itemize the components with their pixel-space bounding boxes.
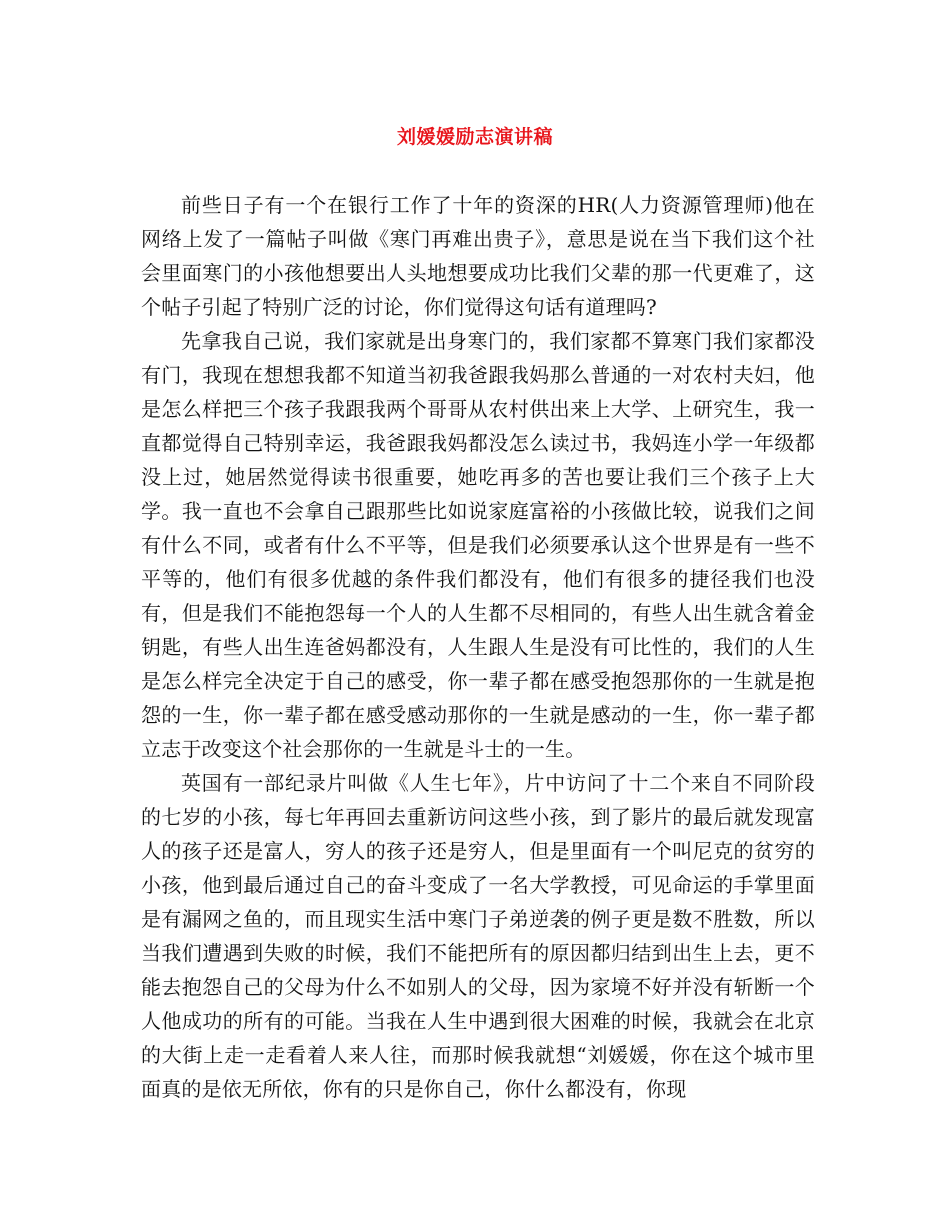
document-body	[141, 188, 815, 1106]
paragraph-3: 英国有一部纪录片叫做《人生七年》，片中访问了十二个来自不同阶段的七岁的小孩，每七年再回去重新访问这些小孩，到了影片的最后就发现富人的孩子还是富人，穷人的孩子还是穷人，但是里面有一个叫尼克的贫穷的小孩，他到最后通过自己的奋斗变成了一名大学教授，可见命运的手掌里面是有漏网之鱼的，而且现实生活中寒门子弟逆袭的例子更是数不胜数，所以当我们遭遇到失败的时候，我们不能把所有的原因都归结到出生上去，更不能去抱怨自己的父母为什么不如别人的父母，因为家境不好并没有斩断一个人他成功的所有的可能。当我在人生中遇到很大困难的时候，我就会在北京的大街上走一走看着人来人往，而那时候我就想“刘媛媛，你在这个城市里面真的是依无所依，你有的只是你自己，你什么都没有，你现	[141, 771, 815, 1101]
document-title: 刘媛媛励志演讲稿	[396, 126, 553, 148]
paragraph-2: 先拿我自己说，我们家就是出身寒门的，我们家都不算寒门我们家都没有门，我现在想想我都不知道当初我爸跟我妈那么普通的一对农村夫妇，他是怎么样把三个孩子我跟我两个哥哥从农村供出来上大学、上研究生，我一直都觉得自己特别幸运，我爸跟我妈都没怎么读过书，我妈连小学一年级都没上过，她居然觉得读书很重要，她吃再多的苦也要让我们三个孩子上大学。我一直也不会拿自己跟那些比如说家庭富裕的小孩做比较，说我们之间有什么不同，或者有什么不平等，但是我们必须要承认这个世界是有一些不平等的，他们有很多优越的条件我们都没有，他们有很多的捷径我们也没有，但是我们不能抱怨每一个人的人生都不尽相同的，有些人出生就含着金钥匙，有些人出生连爸妈都没有，人生跟人生是没有可比性的，我们的人生是怎么样完全决定于自己的感受，你一辈子都在感受抱怨那你的一生就是抱怨的一生，你一辈子都在感受感动那你的一生就是感动的一生，你一辈子都立志于改变这个社会那你的一生就是斗士的一生。	[141, 329, 815, 761]
paragraph-1: 前些日子有一个在银行工作了十年的资深的HR(人力资源管理师)他在网络上发了一篇帖子叫做《寒门再难出贵子》，意思是说在当下我们这个社会里面寒门的小孩他想要出人头地想要成功比我们父辈的那一代更难了，这个帖子引起了特别广泛的讨论，你们觉得这句话有道理吗?	[141, 193, 815, 319]
